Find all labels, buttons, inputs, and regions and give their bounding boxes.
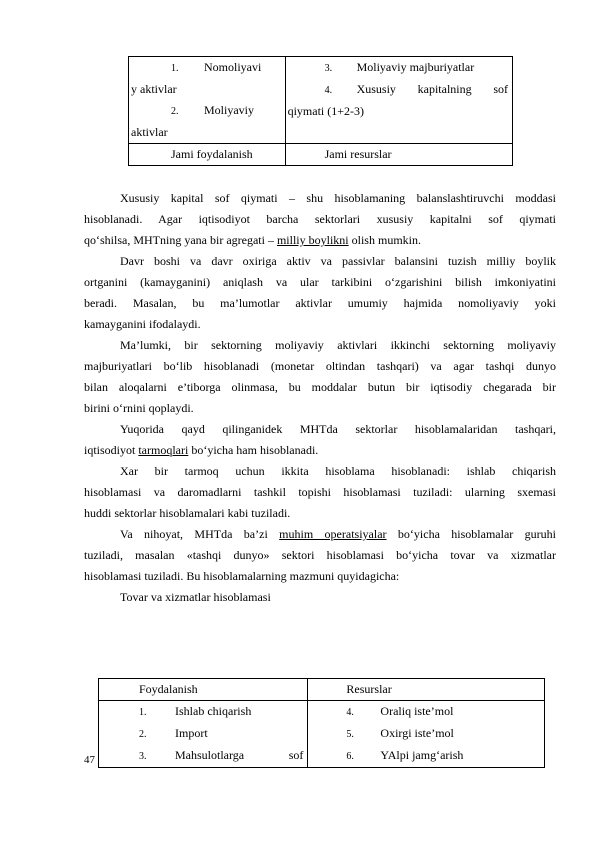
list-item [129, 100, 285, 122]
item-text-continued: y aktivlar [131, 82, 177, 96]
goods-services-table [98, 678, 545, 768]
paragraph-line: Xar bir tarmoq uchun ikkita hisoblama hisoblanadi: ishlab chiqarish [120, 464, 556, 478]
item-text: Moliyaviy majburiyatlar [356, 60, 475, 74]
link-muhim-operatsiyalar[interactable]: muhim operatsiyalar [279, 527, 387, 541]
paragraph-line: iqtisodiyot tarmoqlari bo‘yicha ham hisoblanadi. [84, 443, 319, 457]
list-item: 1. Ishlab chiqarish [139, 704, 252, 718]
paragraph-line: Yuqorida qayd qilinganidek MHTda sektorlar hisoblamalaridan tashqari, [120, 422, 556, 436]
liabilities-cell [285, 57, 512, 144]
list-item [129, 57, 285, 79]
list-item: 5. Oxirgi iste’mol [346, 726, 454, 740]
table-footer-right: Jami resurslar [324, 147, 392, 161]
table-header-left: Foydalanish [139, 682, 198, 696]
paragraph-line: ortganini (kamayganini) aniqlash va ular tarkibini o‘zgarishini bilish imkoniyatini [84, 275, 556, 289]
link-milliy-boylikni[interactable]: milliy boylikni [276, 233, 349, 247]
item-text-continued: aktivlar [131, 125, 168, 139]
resources-cell [308, 701, 545, 768]
table-caption: Tovar va xizmatlar hisoblamasi [120, 590, 271, 604]
paragraph-line: kamayganini ifodalaydi. [84, 317, 201, 331]
list-item: 6. YAlpi jamg‘arish [346, 748, 464, 762]
uses-cell [99, 701, 308, 768]
list-item: 2. Import [139, 726, 208, 740]
assets-cell [129, 57, 286, 144]
body-text [84, 188, 556, 608]
item-number: 3. [324, 63, 333, 74]
table-footer-left: Jami foydalanish [171, 147, 253, 161]
item-text: Moliyaviy [204, 103, 254, 117]
paragraph-line: birini o‘rnini qoplaydi. [84, 401, 194, 415]
item-text-continued: qiymati (1+2-3) [287, 104, 364, 118]
balance-table [128, 56, 513, 166]
list-item: 4. Oraliq iste’mol [346, 704, 454, 718]
item-number: 4. [324, 85, 333, 96]
page-number: 47 [84, 754, 95, 766]
item-text: Xususiy kapitalning sof [356, 82, 508, 96]
paragraph-line: bilan aloqalarni e’tiborga olinmasa, bu moddalar butun bir iqtisodiy chegarada bir [84, 380, 556, 394]
paragraph-line: qo‘shilsa, MHTning yana bir agregati – milliy boylikni olish mumkin. [84, 233, 421, 247]
item-number: 2. [171, 106, 179, 117]
paragraph-line: hisoblamasi tuziladi. Bu hisoblamalarning mazmuni quyidagicha: [84, 569, 400, 583]
list-item [286, 57, 512, 79]
item-number: 1. [171, 63, 179, 74]
paragraph-line: huddi sektorlar hisoblamalari kabi tuziladi. [84, 506, 291, 520]
paragraph-line: hisoblamasi va daromadlarni tashkil topishi hisoblamasi tuziladi: ularning sxemasi [84, 485, 556, 499]
list-item [286, 79, 512, 101]
paragraph-line: Xususiy kapital sof qiymati – shu hisoblamaning balanslashtiruvchi moddasi [120, 191, 556, 205]
table-header-right: Resurslar [346, 682, 392, 696]
paragraph-line: tuziladi, masalan «tashqi dunyo» sektori hisoblamasi bo‘yicha tovar va xizmatlar [84, 548, 556, 562]
paragraph-line: Va nihoyat, MHTda ba’zi muhim operatsiyalar bo‘yicha hisoblamalar guruhi [120, 527, 556, 541]
paragraph-line: Ma’lumki, bir sektorning moliyaviy aktivlari ikkinchi sektorning moliyaviy [120, 338, 556, 352]
paragraph-line: Davr boshi va davr oxiriga aktiv va passivlar balansini tuzish milliy boylik [120, 254, 556, 268]
paragraph-line: majburiyatlari bo‘lib hisoblanadi (monetar oltindan tashqari) va agar tashqi dunyo [84, 359, 556, 373]
item-text: Nomoliyavi [204, 60, 262, 74]
paragraph-line: hisoblanadi. Agar iqtisodiyot barcha sektorlari xususiy kapitalni sof qiymati [84, 212, 556, 226]
link-tarmoqlari[interactable]: tarmoqlari [138, 443, 189, 457]
paragraph-line: beradi. Masalan, bu ma’lumotlar aktivlar umumiy hajmida nomoliyaviy yoki [84, 296, 556, 310]
list-item: 3. Mahsulotlarga sof [139, 748, 304, 762]
